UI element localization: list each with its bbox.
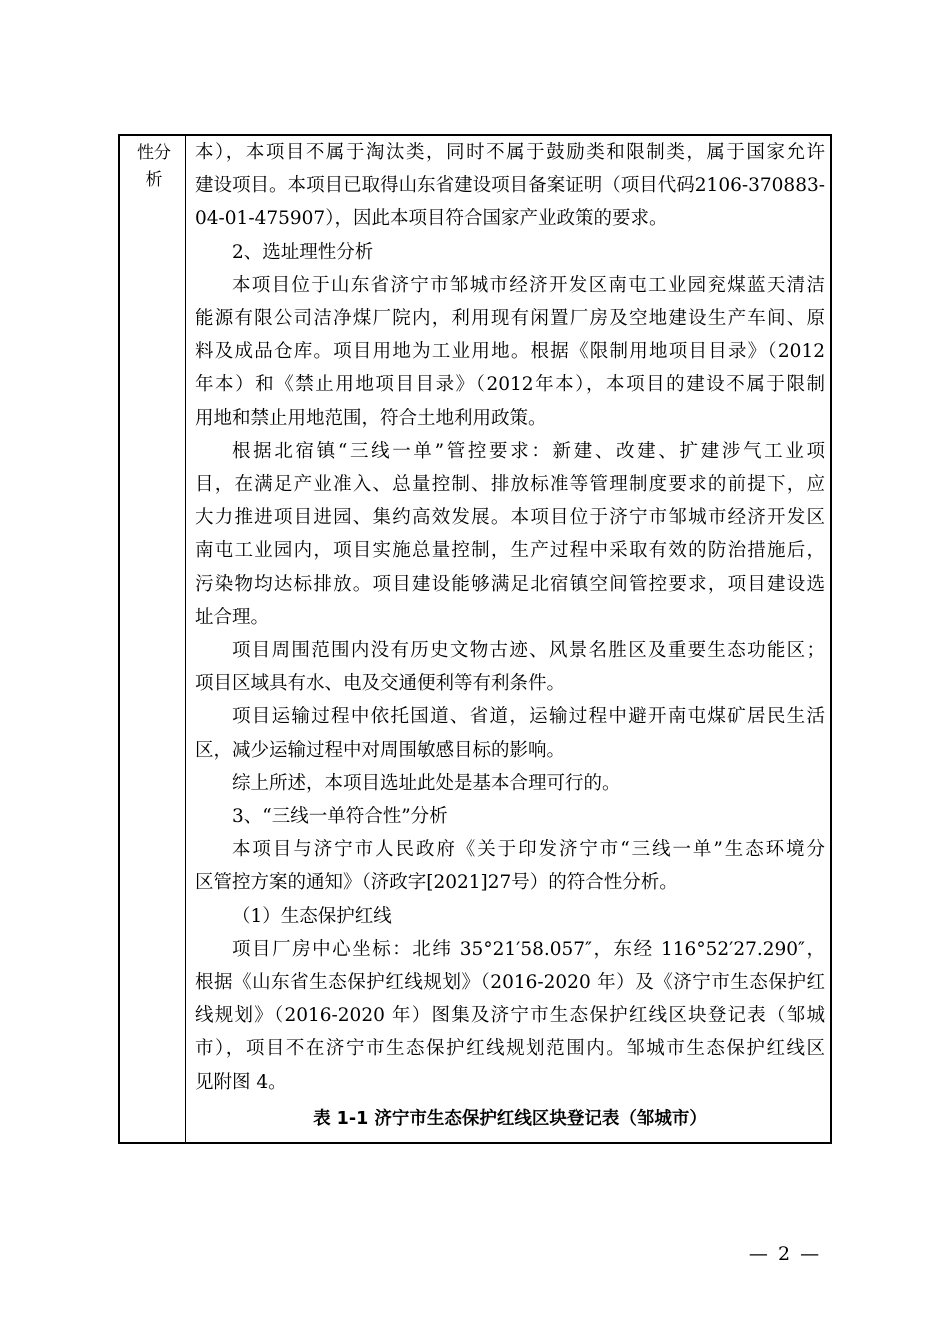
text-line: 04-01-475907），因此本项目符合国家产业政策的要求。 [195, 208, 668, 230]
text-line: 址合理。 [195, 606, 270, 628]
text-line: 项目周围范围内没有历史文物古迹、风景名胜区及重要生态功能区； [232, 640, 825, 661]
text-line: 目，在满足产业准入、总量控制、排放标准等管理制度要求的前提下，应 [195, 474, 825, 495]
text-line: 项目厂房中心坐标：北纬 35°21′58.057″，东经 116°52′27.290″， [232, 938, 825, 960]
text-line: 根据《山东省生态保护红线规划》（2016-2020 年）及《济宁市生态保护红 [195, 972, 825, 993]
text-line: 区管控方案的通知》（济政字[2021]27号）的符合性分析。 [195, 872, 678, 894]
text-line: 本），本项目不属于淘汰类，同时不属于鼓励类和限制类，属于国家允许 [195, 142, 825, 163]
text-line: 本项目位于山东省济宁市邹城市经济开发区南屯工业园兖煤蓝天清洁 [232, 274, 825, 296]
text-line: 建设项目。本项目已取得山东省建设项目备案证明（项目代码2106-370883- [195, 175, 825, 197]
text-line: 见附图 4。 [195, 1071, 287, 1093]
column-divider [185, 134, 186, 1144]
text-line: 区，减少运输过程中对周围敏感目标的影响。 [195, 739, 566, 761]
text-line: 本项目与济宁市人民政府《关于印发济宁市“三线一单”生态环境分 [232, 839, 825, 861]
text-line: 南屯工业园内，项目实施总量控制，生产过程中采取有效的防治措施后， [195, 540, 825, 562]
row-label-line-1: 性分 [137, 143, 171, 163]
text-line: 项目运输过程中依托国道、省道，运输过程中避开南屯煤矿居民生活 [232, 706, 825, 728]
page-number: — 2 — [748, 1243, 822, 1265]
text-line: 市），项目不在济宁市生态保护红线规划范围内。邹城市生态保护红线区 [195, 1038, 825, 1060]
text-line: 大力推进项目进园、集约高效发展。本项目位于济宁市邹城市经济开发区 [195, 507, 825, 529]
text-line: 3、“三线一单符合性”分析 [232, 806, 448, 827]
text-line: 能源有限公司洁净煤厂院内，利用现有闲置厂房及空地建设生产车间、原 [195, 308, 825, 329]
text-line: 2、选址理性分析 [232, 241, 374, 263]
text-line: （1）生态保护红线 [232, 905, 392, 927]
text-line: 年本）和《禁止用地项目目录》（2012年本），本项目的建设不属于限制 [195, 374, 825, 396]
text-line: 线规划》（2016-2020 年）图集及济宁市生态保护红线区块登记表（邹城 [195, 1005, 825, 1027]
row-label [132, 140, 176, 194]
table-caption: 表 1-1 济宁市生态保护红线区块登记表（邹城市） [313, 1108, 707, 1129]
text-line: 料及成品仓库。项目用地为工业用地。根据《限制用地项目目录》（2012 [195, 341, 825, 363]
text-line: 污染物均达标排放。项目建设能够满足北宿镇空间管控要求，项目建设选 [195, 573, 825, 595]
text-line: 项目区域具有水、电及交通便利等有利条件。 [195, 673, 566, 695]
text-line: 综上所述，本项目选址此处是基本合理可行的。 [232, 772, 621, 794]
row-label-line-2: 析 [145, 170, 163, 190]
text-line: 用地和禁止用地范围，符合土地利用政策。 [195, 407, 547, 429]
text-line: 根据北宿镇“三线一单”管控要求：新建、改建、扩建涉气工业项 [232, 440, 825, 462]
